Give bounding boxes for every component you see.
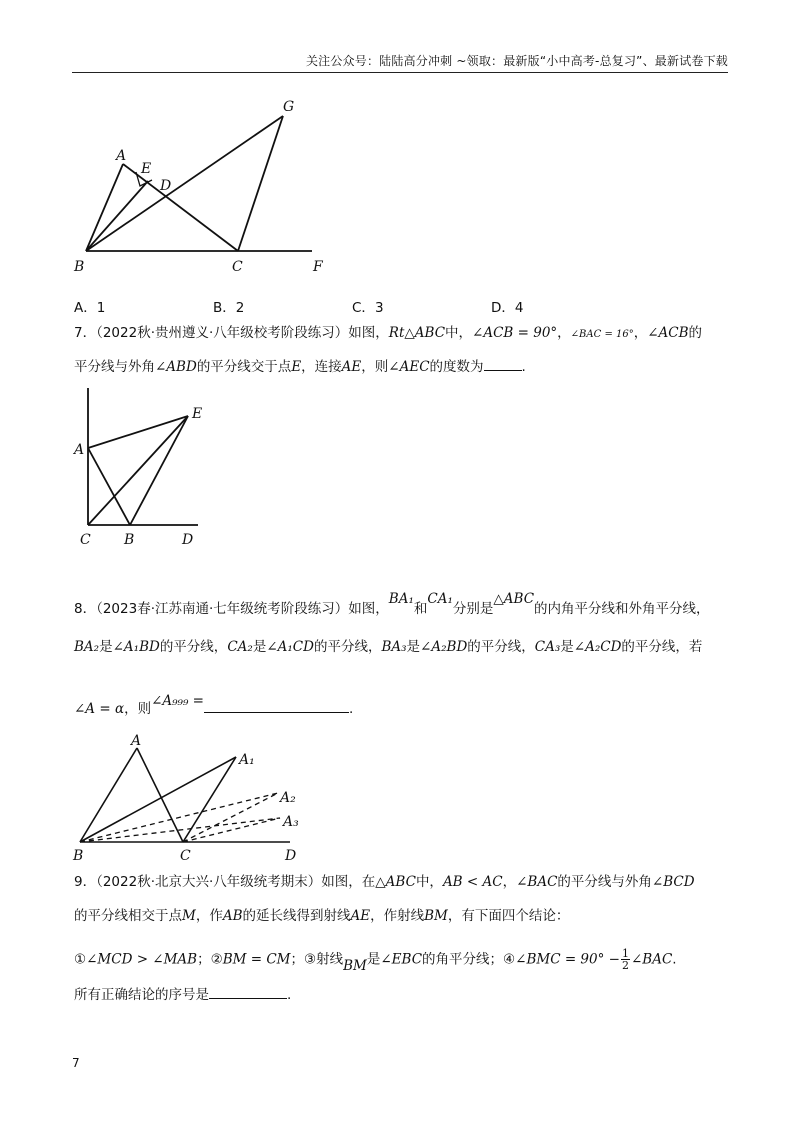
label-b: B bbox=[74, 259, 85, 275]
label-d: D bbox=[285, 848, 297, 864]
seg-b-a1 bbox=[80, 757, 236, 842]
option-c[interactable]: C．3 bbox=[352, 300, 384, 316]
q9-line-4: 所有正确结论的序号是 . bbox=[74, 984, 291, 1005]
label-f: F bbox=[313, 259, 323, 275]
q8-line-2: BA₂是∠A₁BD的平分线，CA₂是∠A₁CD的平分线，BA₃是∠A₂BD的平分线，CA₃是∠A₂CD的平分线，若 bbox=[74, 639, 703, 655]
label-b: B bbox=[124, 532, 135, 548]
seg-c-a3 bbox=[183, 818, 280, 842]
option-a[interactable]: A．1 bbox=[74, 300, 106, 316]
label-a1: A₁ bbox=[239, 752, 255, 768]
label-a: A bbox=[116, 148, 127, 164]
label-d: D bbox=[160, 178, 172, 194]
label-a: A bbox=[74, 442, 85, 458]
seg-b-a3 bbox=[80, 818, 280, 842]
option-d[interactable]: D．4 bbox=[491, 300, 524, 316]
label-c: C bbox=[232, 259, 243, 275]
label-c: C bbox=[80, 532, 91, 548]
label-c: C bbox=[180, 848, 191, 864]
q9-line-3: ①∠MCD > ∠MAB；②BM = CM；③射线BM是∠EBC的角平分线；④∠BMC = 90° − $\frac{1}{2}$ ∠BAC. bbox=[74, 947, 677, 974]
q9-line-2: 的平分线相交于点M，作AB的延长线得到射线AE，作射线BM，有下面四个结论： bbox=[74, 908, 570, 924]
label-e: E bbox=[192, 406, 203, 422]
q9-answer-blank[interactable] bbox=[209, 984, 287, 999]
label-d: D bbox=[182, 532, 194, 548]
q8-line-1: 8．（2023春·江苏南通·七年级统考阶段练习）如图，BA₁和CA₁分别是△ABC的内角平分线和外角平分线， bbox=[74, 591, 710, 617]
label-a2: A₂ bbox=[280, 790, 296, 806]
label-b: B bbox=[73, 848, 84, 864]
q9-line-1: 9．（2022秋·北京大兴·八年级统考期末）如图，在△ABC中，AB < AC，∠BAC的平分线与外角∠BCD bbox=[74, 874, 695, 890]
label-a3: A₃ bbox=[283, 814, 299, 830]
seg-a-c bbox=[137, 748, 183, 842]
page-number: 7 bbox=[72, 1056, 80, 1070]
seg-b-a bbox=[80, 748, 137, 842]
label-a: A bbox=[131, 733, 142, 749]
q7-line-2: 平分线与外角∠ABD的平分线交于点E，连接AE，则∠AEC的度数为 . bbox=[74, 356, 526, 377]
seg-c-a2 bbox=[183, 793, 278, 842]
option-b[interactable]: B．2 bbox=[213, 300, 245, 316]
label-e: E bbox=[141, 161, 152, 177]
fraction-half: $\frac{1}{2}$ bbox=[621, 947, 629, 972]
q8-line-3: ∠A = α，则∠A₉₉₉ = . bbox=[74, 693, 354, 717]
label-g: G bbox=[283, 99, 295, 115]
header-text: 关注公众号：陆陆高分冲刺 ~领取：最新版“小中高考-总复习”、最新试卷下载 bbox=[305, 54, 728, 68]
q7-line-1: 7．（2022秋·贵州遵义·八年级校考阶段练习）如图，Rt△ABC中，∠ACB = 90°，∠BAC = 16°，∠ACB的 bbox=[74, 325, 703, 341]
